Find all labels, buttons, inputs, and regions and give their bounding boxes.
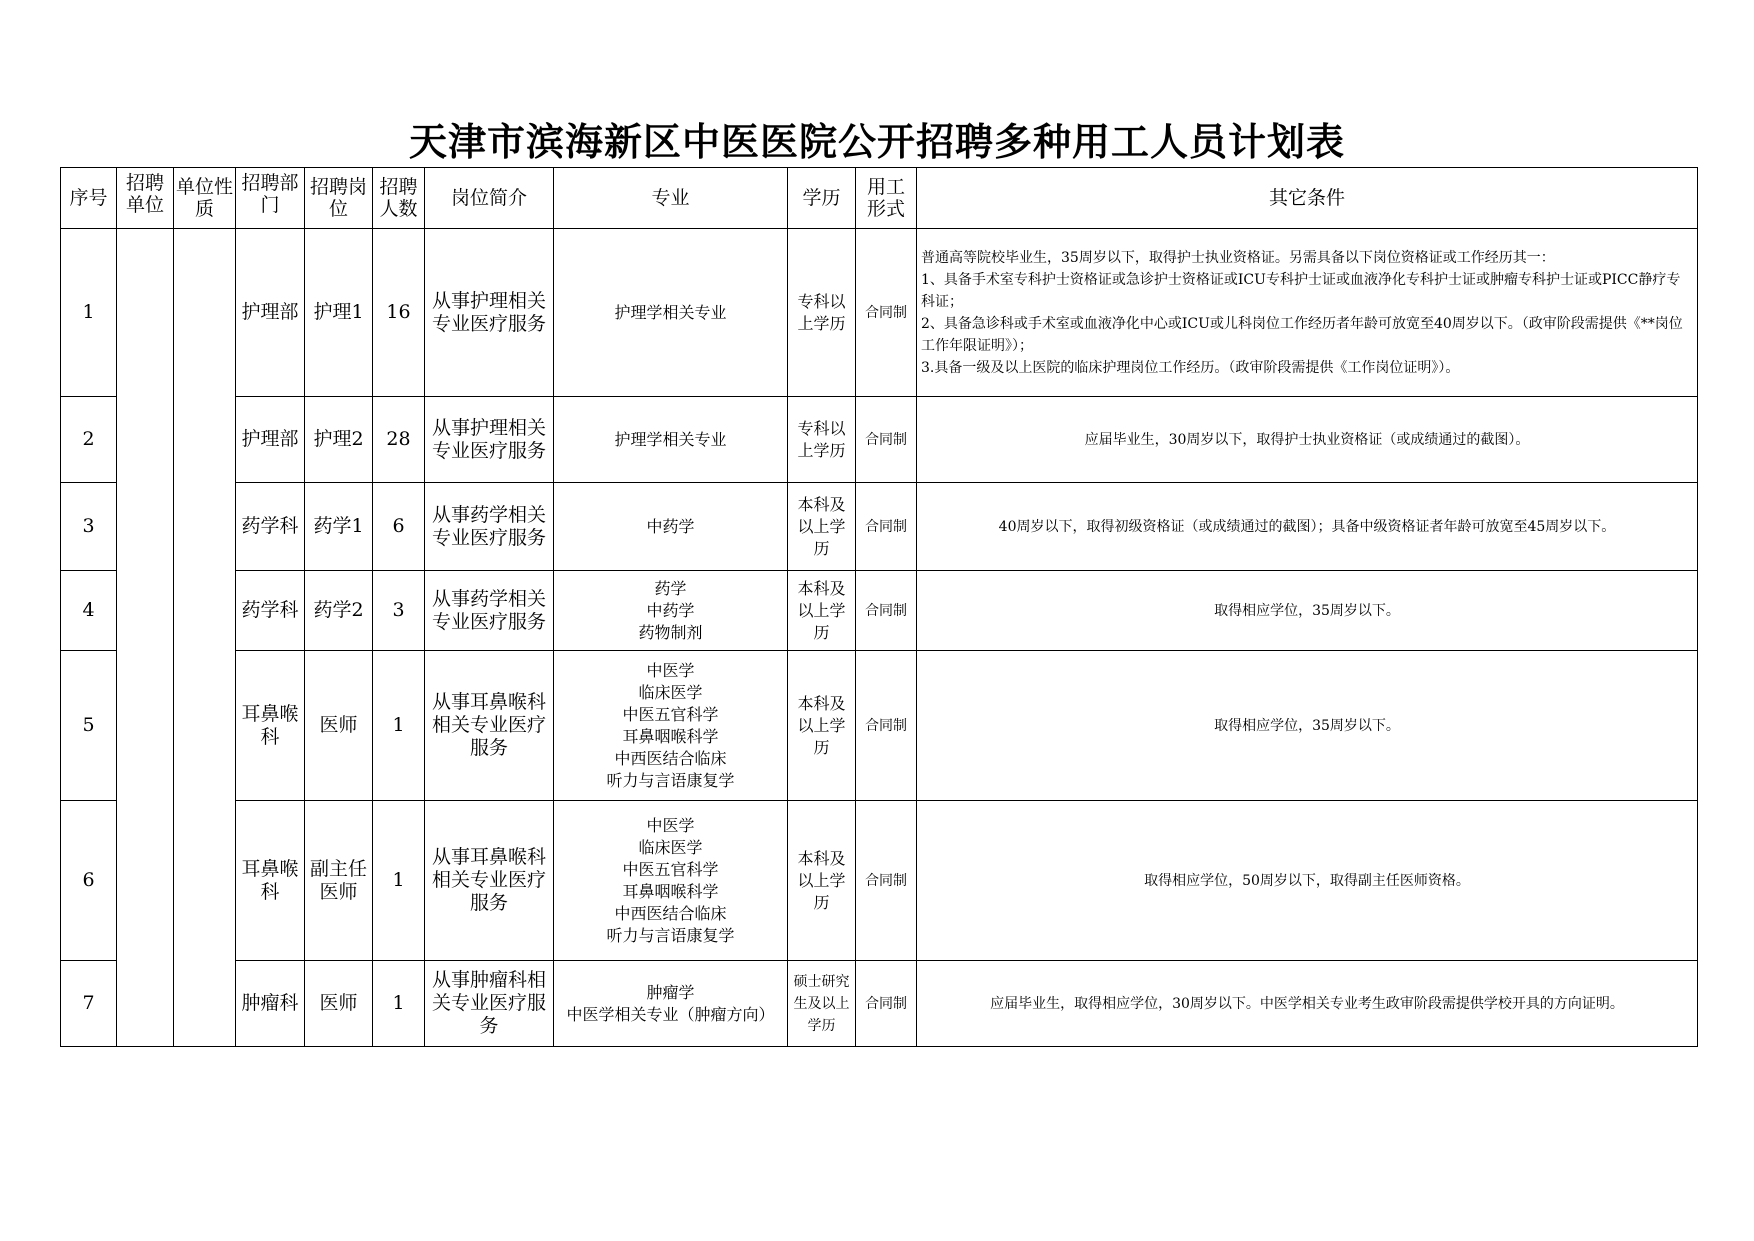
cell-count: 1: [373, 801, 425, 961]
page-title: 天津市滨海新区中医医院公开招聘多种用工人员计划表: [408, 119, 1345, 164]
cell-seq: 6: [61, 801, 117, 961]
cell-seq: 5: [61, 651, 117, 801]
table-row: [61, 571, 1698, 651]
cell-major: 中医学 临床医学 中医五官科学 耳鼻咽喉科学 中西医结合临床 听力与言语康复学: [554, 651, 788, 801]
recruitment-table: [60, 167, 1698, 1047]
cell-post: 医师: [305, 961, 373, 1047]
header-unit-text: 招聘单位: [125, 172, 164, 216]
header-dept-text: 招聘部门: [241, 172, 299, 216]
cell-edu: 本科及以上学历: [788, 801, 856, 961]
cell-major: 中药学: [554, 483, 788, 571]
cell-form: 合同制: [856, 961, 917, 1047]
cell-seq: 7: [61, 961, 117, 1047]
header-nature: 单位性质: [174, 168, 236, 229]
cell-other: 应届毕业生，30周岁以下，取得护士执业资格证（或成绩通过的截图）。: [917, 397, 1698, 483]
cell-other: 取得相应学位，35周岁以下。: [917, 651, 1698, 801]
cell-other: 取得相应学位，35周岁以下。: [917, 571, 1698, 651]
cell-seq: 4: [61, 571, 117, 651]
cell-intro: 从事肿瘤科相关专业医疗服务: [425, 961, 554, 1047]
cell-other: 普通高等院校毕业生，35周岁以下，取得护士执业资格证。另需具备以下岗位资格证或工作经历其一： 1、具备手术室专科护士资格证或急诊护士资格证或ICU专科护士证或血液净化专科护士证或肿瘤专科护士证或PICC静疗专科证； 2、具备急诊科或手术室或血液净化中心或ICU或儿科岗位工作经历者年龄可放宽至40周岁以下。（政审阶段需提供《**岗位工作年限证明》）； 3.具备一级及以上医院的临床护理岗位工作经历。（政审阶段需提供《工作岗位证明》）。: [917, 229, 1698, 397]
cell-post: 护理2: [305, 397, 373, 483]
cell-other: 应届毕业生，取得相应学位，30周岁以下。中医学相关专业考生政审阶段需提供学校开具的方向证明。: [917, 961, 1698, 1047]
cell-dept: 耳鼻喉科: [236, 651, 305, 801]
table-row: [61, 801, 1698, 961]
header-form: 用工形式: [856, 168, 917, 229]
cell-edu: 专科以上学历: [788, 397, 856, 483]
header-row: [61, 168, 1698, 229]
header-intro: 岗位简介: [425, 168, 554, 229]
cell-dept: 药学科: [236, 483, 305, 571]
cell-form: 合同制: [856, 483, 917, 571]
cell-major: 护理学相关专业: [554, 229, 788, 397]
cell-count: 28: [373, 397, 425, 483]
table-row: [61, 397, 1698, 483]
cell-dept: 护理部: [236, 229, 305, 397]
cell-form: 合同制: [856, 229, 917, 397]
cell-edu: 本科及以上学历: [788, 571, 856, 651]
cell-edu: 专科以上学历: [788, 229, 856, 397]
header-count: 招聘人数: [373, 168, 425, 229]
cell-seq: 2: [61, 397, 117, 483]
cell-edu: 本科及以上学历: [788, 483, 856, 571]
cell-count: 16: [373, 229, 425, 397]
cell-major: 药学 中药学 药物制剂: [554, 571, 788, 651]
cell-post: 药学1: [305, 483, 373, 571]
cell-intro: 从事药学相关专业医疗服务: [425, 483, 554, 571]
table-row: [61, 651, 1698, 801]
cell-intro: 从事护理相关专业医疗服务: [425, 397, 554, 483]
cell-count: 3: [373, 571, 425, 651]
header-seq: 序号: [61, 168, 117, 229]
cell-intro: 从事耳鼻喉科相关专业医疗服务: [425, 651, 554, 801]
cell-form: 合同制: [856, 571, 917, 651]
cell-dept: 护理部: [236, 397, 305, 483]
cell-major: 护理学相关专业: [554, 397, 788, 483]
cell-intro: 从事耳鼻喉科相关专业医疗服务: [425, 801, 554, 961]
cell-count: 1: [373, 651, 425, 801]
table-row: [61, 483, 1698, 571]
cell-count: 6: [373, 483, 425, 571]
header-post: 招聘岗位: [305, 168, 373, 229]
cell-seq: 3: [61, 483, 117, 571]
cell-form: 合同制: [856, 801, 917, 961]
header-edu: 学历: [788, 168, 856, 229]
cell-edu: 硕士研究生及以上学历: [788, 961, 856, 1047]
header-major: 专业: [554, 168, 788, 229]
cell-other: 40周岁以下，取得初级资格证（或成绩通过的截图）；具备中级资格证者年龄可放宽至45周岁以下。: [917, 483, 1698, 571]
cell-dept: 肿瘤科: [236, 961, 305, 1047]
header-other: 其它条件: [917, 168, 1698, 229]
cell-form: 合同制: [856, 651, 917, 801]
header-unit: [117, 168, 174, 229]
cell-post: 护理1: [305, 229, 373, 397]
table-row: [61, 961, 1698, 1047]
cell-post: 副主任医师: [305, 801, 373, 961]
cell-seq: 1: [61, 229, 117, 397]
cell-dept: 药学科: [236, 571, 305, 651]
cell-intro: 从事护理相关专业医疗服务: [425, 229, 554, 397]
cell-dept: 耳鼻喉科: [236, 801, 305, 961]
cell-intro: 从事药学相关专业医疗服务: [425, 571, 554, 651]
cell-post: 医师: [305, 651, 373, 801]
header-dept: [236, 168, 305, 229]
cell-major: 中医学 临床医学 中医五官科学 耳鼻咽喉科学 中西医结合临床 听力与言语康复学: [554, 801, 788, 961]
table-row: [61, 229, 1698, 397]
cell-unit: [117, 229, 174, 1047]
cell-post: 药学2: [305, 571, 373, 651]
cell-edu: 本科及以上学历: [788, 651, 856, 801]
cell-nature: [174, 229, 236, 1047]
cell-major: 肿瘤学 中医学相关专业（肿瘤方向）: [554, 961, 788, 1047]
cell-count: 1: [373, 961, 425, 1047]
cell-other: 取得相应学位，50周岁以下，取得副主任医师资格。: [917, 801, 1698, 961]
cell-form: 合同制: [856, 397, 917, 483]
